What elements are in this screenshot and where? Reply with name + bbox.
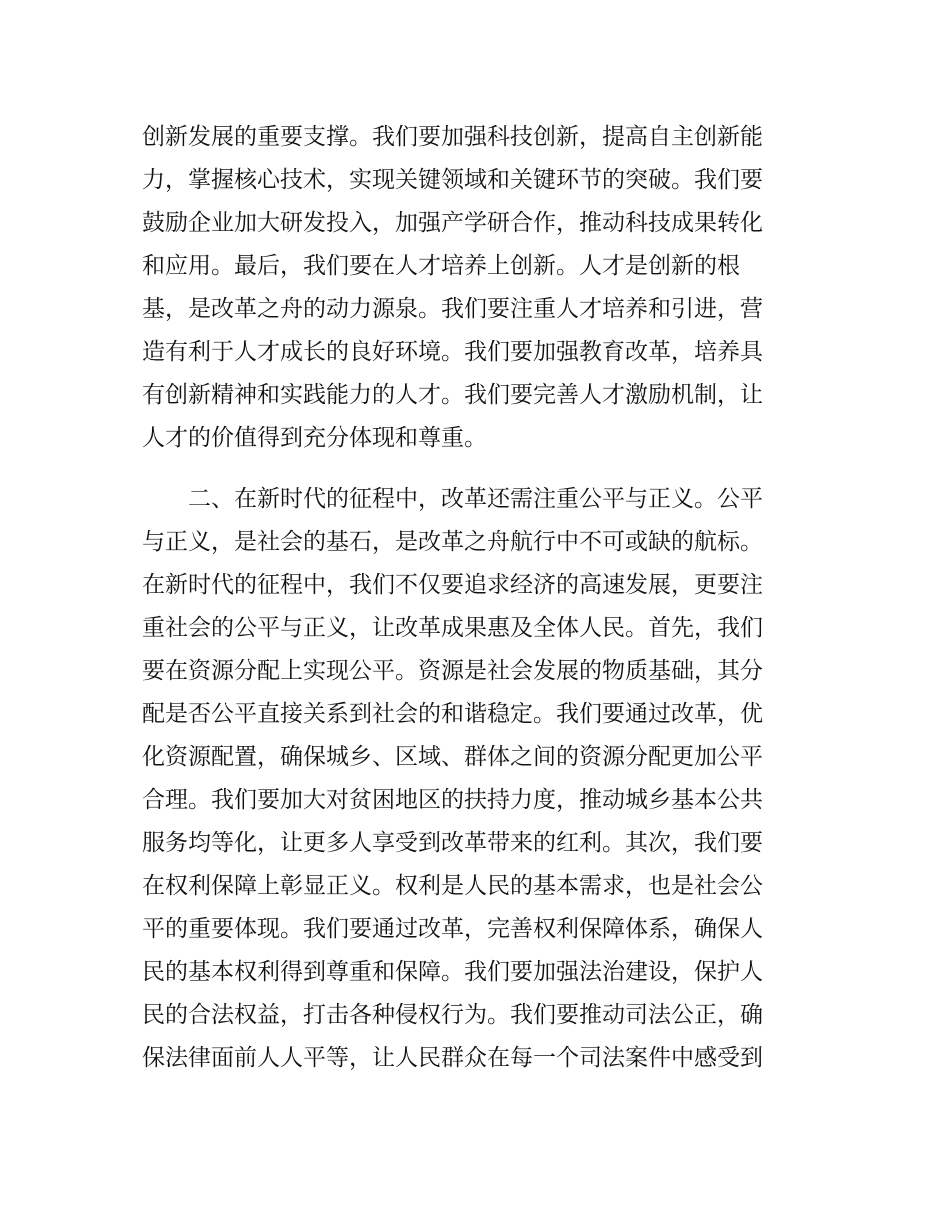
paragraph-2-line-11: 平的重要体现。我们要通过改革，完善权利保障体系，确保人 [142,916,763,942]
paragraph-1-line-5: 基，是改革之舟的动力源泉。我们要注重人才培养和引进，营 [142,296,763,322]
paragraph-2-line-5: 要在资源分配上实现公平。资源是社会发展的物质基础，其分 [142,658,763,684]
paragraph-1 [142,116,812,460]
paragraph-2 [142,478,812,1080]
paragraph-1-line-2: 力，掌握核心技术，实现关键领域和关键环节的突破。我们要 [142,167,763,193]
paragraph-2-line-8: 合理。我们要加大对贫困地区的扶持力度，推动城乡基本公共 [142,787,763,813]
paragraph-2-line-2: 与正义，是社会的基石，是改革之舟航行中不可或缺的航标。 [142,529,763,555]
paragraph-1-line-4: 和应用。最后，我们要在人才培养上创新。人才是创新的根 [142,253,740,279]
paragraph-2-line-1: 二、在新时代的征程中，改革还需注重公平与正义。公平 [188,486,763,512]
paragraph-2-line-4: 重社会的公平与正义，让改革成果惠及全体人民。首先，我们 [142,615,763,641]
paragraph-1-line-8: 人才的价值得到充分体现和尊重。 [142,425,487,451]
paragraph-2-line-7: 化资源配置，确保城乡、区域、群体之间的资源分配更加公平 [142,744,763,770]
paragraph-1-line-7: 有创新精神和实践能力的人才。我们要完善人才激励机制，让 [142,382,763,408]
paragraph-1-line-6: 造有利于人才成长的良好环境。我们要加强教育改革，培养具 [142,339,763,365]
paragraph-2-line-14: 保法律面前人人平等，让人民群众在每一个司法案件中感受到 [142,1045,763,1071]
paragraph-2-line-10: 在权利保障上彰显正义。权利是人民的基本需求，也是社会公 [142,873,763,899]
paragraph-2-line-13: 民的合法权益，打击各种侵权行为。我们要推动司法公正，确 [142,1002,763,1028]
paragraph-2-line-3: 在新时代的征程中，我们不仅要追求经济的高速发展，更要注 [142,572,763,598]
paragraph-2-line-6: 配是否公平直接关系到社会的和谐稳定。我们要通过改革，优 [142,701,763,727]
paragraph-1-line-3: 鼓励企业加大研发投入，加强产学研合作，推动科技成果转化 [142,210,763,236]
paragraph-1-line-1: 创新发展的重要支撑。我们要加强科技创新，提高自主创新能 [142,124,763,150]
paragraph-2-line-9: 服务均等化，让更多人享受到改革带来的红利。其次，我们要 [142,830,763,856]
paragraph-2-line-12: 民的基本权利得到尊重和保障。我们要加强法治建设，保护人 [142,959,763,985]
